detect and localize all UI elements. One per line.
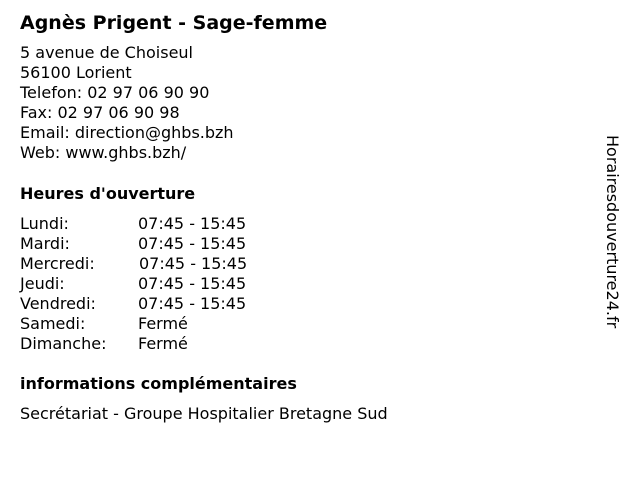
day-hours: 07:45 - 15:45 [138,214,247,233]
hours-row-saturday [20,314,320,334]
day-label: Mardi: [20,234,70,253]
address-street: 5 avenue de Choiseul [20,43,193,62]
day-hours: 07:45 - 15:45 [138,234,247,253]
email-address: Email: direction@ghbs.bzh [20,123,234,142]
day-label: Mercredi: [20,254,95,273]
opening-hours-heading: Heures d'ouverture [20,184,196,203]
additional-info-heading: informations complémentaires [20,374,297,393]
hours-row-wednesday [20,254,320,274]
day-hours: 07:45 - 15:45 [138,274,247,293]
day-label: Lundi: [20,214,69,233]
additional-info-text: Secrétariat - Groupe Hospitalier Bretagne Sud [20,404,388,423]
day-hours: 07:45 - 15:45 [138,294,247,313]
phone-number: Telefon: 02 97 06 90 90 [20,83,210,102]
opening-hours-list [20,214,320,354]
hours-row-friday [20,294,320,314]
hours-row-sunday [20,334,320,354]
day-label: Jeudi: [20,274,65,293]
hours-row-monday [20,214,320,234]
website-address: Web: www.ghbs.bzh/ [20,143,187,162]
hours-row-tuesday [20,234,320,254]
day-hours: Fermé [138,334,188,353]
day-hours: 07:45 - 15:45 [139,254,248,273]
day-label: Vendredi: [20,294,96,313]
page-title: Agnès Prigent - Sage-femme [20,12,328,34]
hours-row-thursday [20,274,320,294]
fax-number: Fax: 02 97 06 90 98 [20,103,180,122]
day-hours: Fermé [138,314,188,333]
site-watermark: Horairesdouverture24.fr [603,135,622,329]
day-label: Dimanche: [20,334,107,353]
contact-block [20,43,234,163]
day-label: Samedi: [20,314,86,333]
address-city: 56100 Lorient [20,63,132,82]
